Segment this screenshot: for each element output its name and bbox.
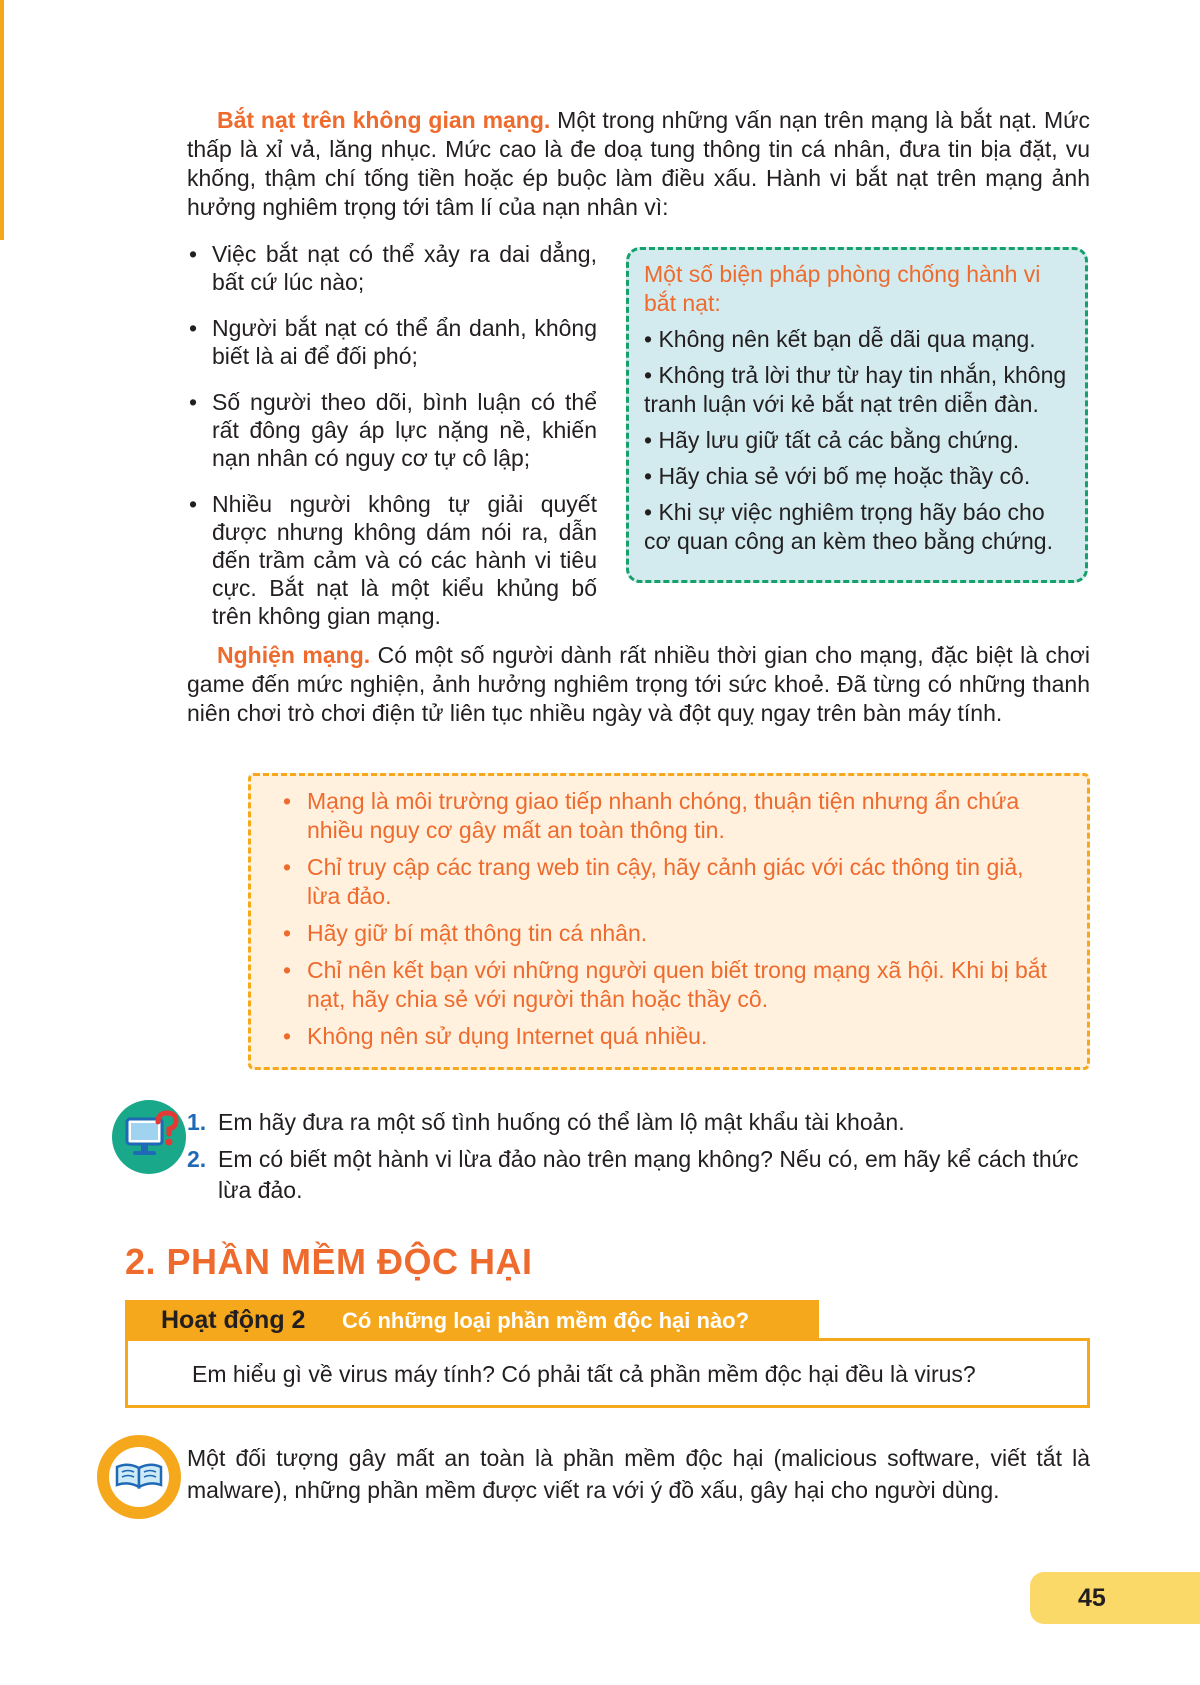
callout-item: • Khi sự việc nghiêm trọng hãy báo cho cơ quan công an kèm theo bằng chứng. (644, 499, 1053, 554)
page-number: 45 (1078, 1584, 1106, 1612)
activity-label: Hoạt động 2 (161, 1306, 306, 1334)
activity-box (125, 1338, 1090, 1408)
page-number-tab (1030, 1572, 1200, 1624)
tips-list (279, 787, 1059, 1051)
callout-title: Một số biện pháp phòng chống hành vi bắt nạt: (644, 261, 1041, 316)
callout-item: • Hãy lưu giữ tất cả các bằng chứng. (644, 427, 1020, 453)
activity-title: Có những loại phần mềm độc hại nào? (342, 1308, 750, 1333)
prevention-callout-box (626, 247, 1088, 583)
safety-tips-box (248, 773, 1090, 1070)
callout-item: • Không nên kết bạn dễ dãi qua mạng. (644, 326, 1036, 352)
list-item: • Nhiều người không tự giải quyết được nhưng không dám nói ra, dẫn đến trầm cảm và có các hành vi tiêu cực. Bắt nạt là một kiểu khủng bố trên không gian mạng. (187, 490, 597, 630)
malware-paragraph: Một đối tượng gây mất an toàn là phần mềm độc hại (malicious software, viết tắt là malware), những phần mềm được viết ra với ý đồ xấu, gây hại cho người dùng. (187, 1445, 1090, 1503)
addiction-term: Nghiện mạng. (217, 642, 371, 668)
question-text: Em hãy đưa ra một số tình huống có thể làm lộ mật khẩu tài khoản. (218, 1109, 905, 1135)
cyberbullying-term: Bắt nạt trên không gian mạng. (217, 107, 551, 133)
cyberbullying-text: Một trong những vấn nạn trên mạng là bắt nạt. Mức thấp là xỉ vả, lăng nhục. Mức cao là đe doạ tung thông tin cá nhân, đưa tin bịa đặt, vu khống, thậm chí tống tiền hoặc ép buộc làm điều xấu. Hành vi bắt nạt trên mạng ảnh hưởng nghiêm trọng tới tâm lí của nạn nhân vì: (187, 107, 1090, 220)
effects-list (187, 240, 597, 648)
tip-item: • Chỉ truy cập các trang web tin cậy, hãy cảnh giác với các thông tin giả, lừa đảo. (279, 853, 1059, 911)
tip-item: • Mạng là môi trường giao tiếp nhanh chóng, thuận tiện nhưng ẩn chứa nhiều nguy cơ gây mất an toàn thông tin. (279, 787, 1059, 845)
tip-item: • Không nên sử dụng Internet quá nhiều. (279, 1022, 1059, 1051)
tip-item: • Chỉ nên kết bạn với những người quen biết trong mạng xã hội. Khi bị bắt nạt, hãy chia sẻ với người thân hoặc thầy cô. (279, 956, 1059, 1014)
list-item: • Số người theo dõi, bình luận có thể rất đông gây áp lực nặng nề, khiến nạn nhân có nguy cơ tự cô lập; (187, 388, 597, 472)
list-item: • Việc bắt nạt có thể xảy ra dai dẳng, bất cứ lúc nào; (187, 240, 597, 296)
questions-list (187, 1107, 1090, 1212)
activity-header (125, 1300, 819, 1340)
addiction-paragraph (187, 641, 1090, 728)
activity-question: Em hiểu gì về virus máy tính? Có phải tất cả phần mềm độc hại đều là virus? (192, 1361, 976, 1387)
question-text: Em có biết một hành vi lừa đảo nào trên mạng không? Nếu có, em hãy kể cách thức lừa đảo. (218, 1146, 1079, 1203)
question-number: 1. (187, 1109, 207, 1135)
page-edge-bar (0, 0, 4, 240)
callout-item: • Hãy chia sẻ với bố mẹ hoặc thầy cô. (644, 463, 1031, 489)
section-heading: 2. PHẦN MỀM ĐỘC HẠI (125, 1241, 533, 1282)
open-book-icon (97, 1435, 181, 1519)
computer-question-icon (112, 1100, 186, 1174)
question-item (187, 1107, 1090, 1138)
tip-item: • Hãy giữ bí mật thông tin cá nhân. (279, 919, 1059, 948)
callout-item: • Không trả lời thư từ hay tin nhắn, không tranh luận với kẻ bắt nạt trên diễn đàn. (644, 362, 1067, 417)
cyberbullying-paragraph (187, 106, 1090, 222)
addiction-text: Có một số người dành rất nhiều thời gian cho mạng, đặc biệt là chơi game đến mức nghiện, ảnh hưởng nghiêm trọng tới sức khoẻ. Đã từng có những thanh niên chơi trò chơi điện tử liên tục nhiều ngày và đột quỵ ngay trên bàn máy tính. (187, 642, 1090, 726)
question-item (187, 1144, 1090, 1206)
list-item: • Người bắt nạt có thể ẩn danh, không biết là ai để đối phó; (187, 314, 597, 370)
question-number: 2. (187, 1146, 207, 1172)
